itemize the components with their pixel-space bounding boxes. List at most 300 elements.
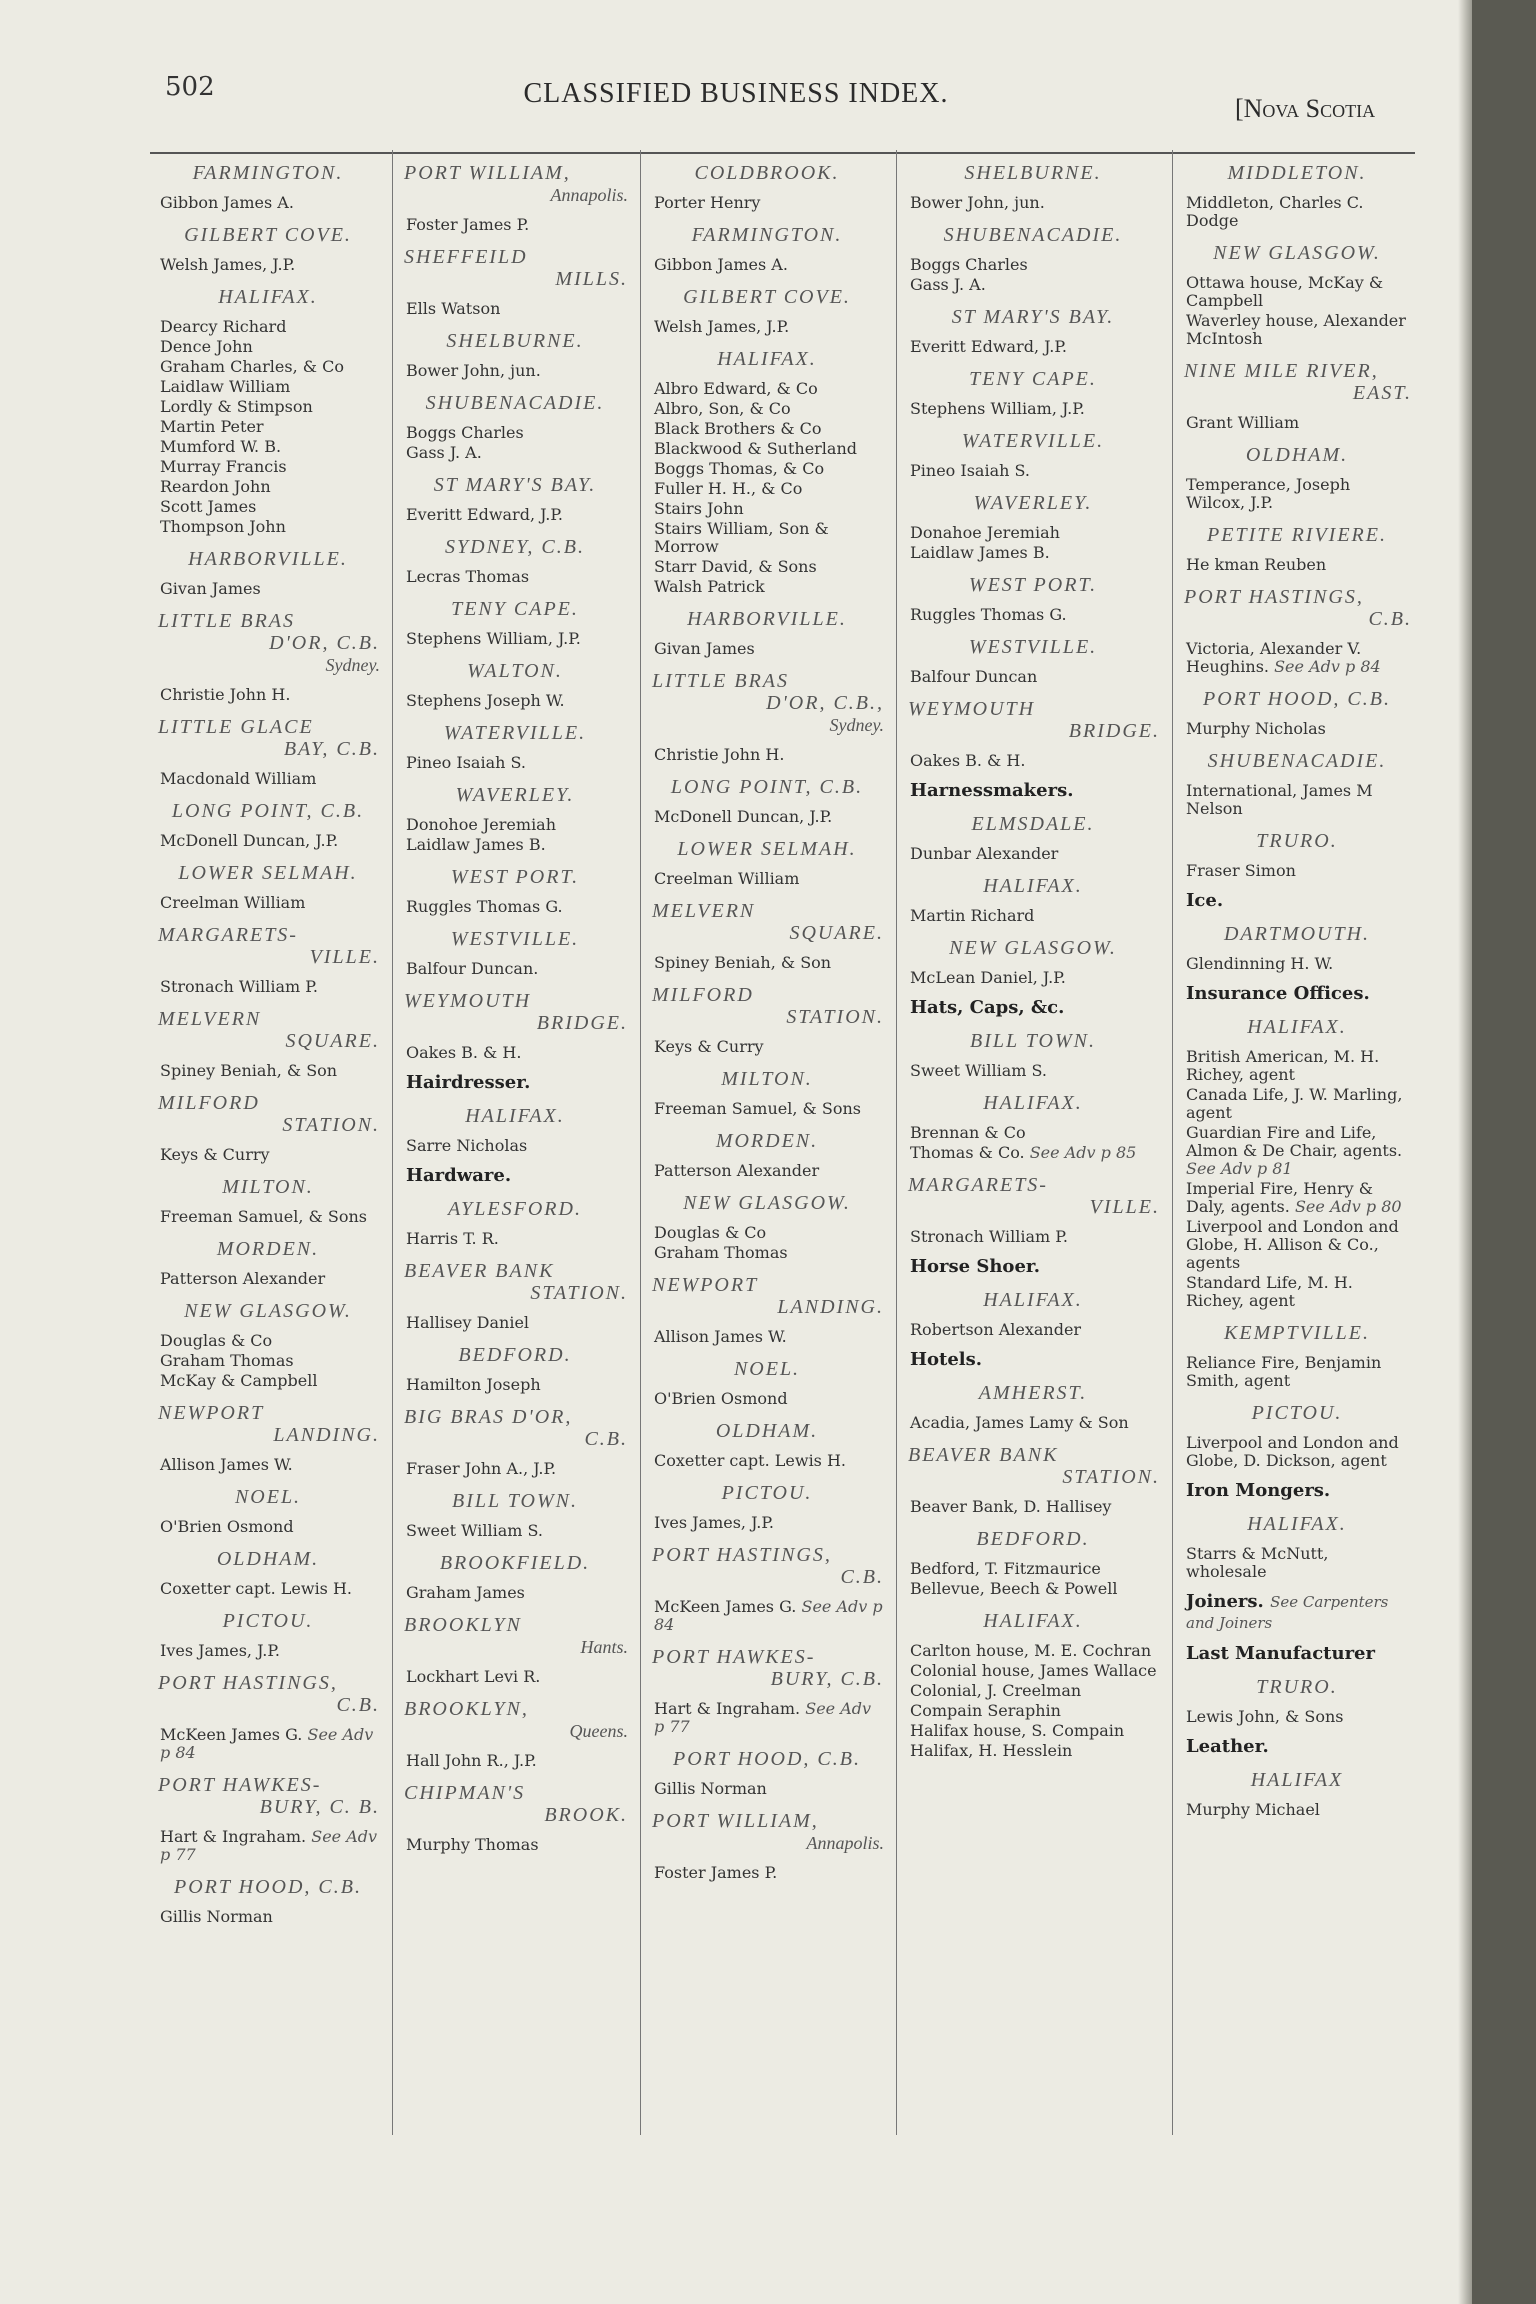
business-listing (160, 478, 380, 496)
category-heading (406, 1165, 634, 1186)
location-name: MILFORD (158, 1092, 260, 1114)
business-listing (160, 256, 380, 274)
location-name: FARMINGTON. (192, 162, 344, 184)
listing-name: Murray Francis (160, 457, 287, 476)
location-heading (150, 1092, 386, 1136)
business-listing (160, 1580, 380, 1598)
business-listing (1186, 720, 1412, 738)
business-listing (910, 1498, 1160, 1516)
location-name: PORT HASTINGS, (652, 1544, 832, 1566)
business-listing (1186, 782, 1412, 818)
location-name: BROOKLYN (404, 1614, 522, 1636)
advert-reference: See Adv p 84 (654, 1597, 883, 1634)
location-name: WATERVILLE. (961, 430, 1105, 452)
business-listing (654, 1452, 884, 1470)
location-name: HARBORVILLE. (188, 548, 348, 570)
location-name: PORT HASTINGS, (158, 1672, 338, 1694)
business-listing (406, 960, 628, 978)
location-name: PORT HOOD, C.B. (174, 1876, 362, 1898)
listing-name: Gass J. A. (910, 275, 986, 294)
location-name: LITTLE BRAS (652, 670, 790, 692)
business-listing (160, 318, 380, 336)
business-listing (654, 954, 884, 972)
business-listing (160, 1908, 380, 1926)
location-name: TRURO. (1256, 830, 1338, 852)
listing-name: Dunbar Alexander (910, 844, 1059, 863)
business-listing (1186, 1274, 1412, 1310)
business-listing (406, 1752, 628, 1770)
listing-name: Patterson Alexander (160, 1269, 326, 1288)
listing-name: Keys & Curry (160, 1145, 270, 1164)
business-listing (160, 770, 380, 788)
business-listing (160, 1726, 380, 1762)
location-name: MELVERN (158, 1008, 262, 1030)
location-name: TRURO. (1256, 1676, 1338, 1698)
location-county: Sydney. (829, 715, 884, 735)
business-listing (654, 1514, 884, 1532)
location-name-cont: STATION. (530, 1282, 628, 1304)
listing-name: Hart & Ingraham. (654, 1699, 801, 1718)
listing-name: Laidlaw James B. (406, 835, 546, 854)
location-name: SHUBENACADIE. (1207, 750, 1387, 772)
business-listing (654, 1100, 884, 1118)
location-name: MILTON. (222, 1176, 314, 1198)
location-heading (644, 1810, 890, 1854)
location-heading (396, 1105, 634, 1127)
listing-name: Creelman William (654, 869, 800, 888)
location-heading (1176, 524, 1418, 546)
listing-name: McKay & Campbell (160, 1371, 318, 1390)
location-name: BILL TOWN. (970, 1030, 1096, 1052)
business-listing (654, 746, 884, 764)
business-listing (406, 506, 628, 524)
business-listing (910, 1560, 1160, 1578)
business-listing (160, 518, 380, 536)
location-heading (150, 924, 386, 968)
listing-name: Hart & Ingraham. (160, 1827, 307, 1846)
location-county: Annapolis. (550, 185, 628, 205)
listing-name: Keys & Curry (654, 1037, 764, 1056)
location-name: HALIFAX. (1247, 1513, 1347, 1535)
business-listing (654, 520, 884, 556)
location-heading (900, 698, 1166, 742)
business-listing (160, 1456, 380, 1474)
category-name: Joiners. (1186, 1591, 1264, 1612)
business-listing (406, 362, 628, 380)
location-heading (150, 1008, 386, 1052)
listing-name: Carlton house, M. E. Cochran (910, 1641, 1152, 1660)
location-heading (900, 1528, 1166, 1550)
location-heading (396, 1406, 634, 1450)
listing-name: Lewis John, & Sons (1186, 1707, 1344, 1726)
index-column-5 (1176, 150, 1418, 2150)
location-name-cont: EAST. (1352, 382, 1412, 404)
category-name: Leather. (1186, 1736, 1269, 1757)
listing-name: Everitt Edward, J.P. (910, 337, 1067, 356)
listing-name: O'Brien Osmond (654, 1389, 788, 1408)
business-listing (910, 462, 1160, 480)
business-listing (654, 1038, 884, 1056)
column-divider (1172, 150, 1173, 2135)
listing-name: Allison James W. (160, 1455, 293, 1474)
business-listing (910, 1321, 1160, 1339)
location-heading (644, 608, 890, 630)
location-county: Sydney. (325, 655, 380, 675)
location-name: HALIFAX. (717, 348, 817, 370)
location-heading (900, 1092, 1166, 1114)
location-name: DARTMOUTH. (1223, 923, 1371, 945)
business-listing (160, 1352, 380, 1370)
listing-name: Boggs Charles (406, 423, 524, 442)
listing-name: Lordly & Stimpson (160, 397, 313, 416)
business-listing (654, 558, 884, 576)
listing-name: Imperial Fire, Henry & Daly, agents. (1186, 1179, 1373, 1216)
business-listing (160, 378, 380, 396)
listing-name: McKeen James G. (160, 1725, 303, 1744)
location-heading (900, 1174, 1166, 1218)
business-listing (910, 1642, 1160, 1660)
location-heading (396, 598, 634, 620)
listing-name: Sweet William S. (406, 1521, 544, 1540)
listing-name: Dearcy Richard (160, 317, 287, 336)
location-name: WEYMOUTH (404, 990, 532, 1012)
location-heading (150, 1774, 386, 1818)
location-heading (396, 784, 634, 806)
category-name: Harnessmakers. (910, 780, 1074, 801)
business-listing (910, 969, 1160, 987)
listing-name: Foster James P. (654, 1863, 778, 1882)
location-name: HALIFAX. (218, 286, 318, 308)
listing-name: Laidlaw William (160, 377, 291, 396)
listing-name: Martin Peter (160, 417, 264, 436)
listing-name: Sarre Nicholas (406, 1136, 528, 1155)
business-listing (160, 338, 380, 356)
location-heading (644, 776, 890, 798)
location-name: SHEFFEILD (404, 246, 528, 268)
location-name: NEW GLASGOW. (683, 1192, 851, 1214)
location-name: LOWER SELMAH. (178, 862, 358, 884)
category-heading (910, 1256, 1166, 1277)
column-divider (640, 150, 641, 2135)
category-name: Horse Shoer. (910, 1256, 1040, 1277)
business-listing (160, 832, 380, 850)
location-heading (644, 1192, 890, 1214)
listing-name: Albro Edward, & Co (654, 379, 818, 398)
index-column-4 (900, 150, 1166, 2150)
business-listing (160, 358, 380, 376)
location-name: WAVERLEY. (973, 492, 1093, 514)
location-name: PICTOU. (1251, 1402, 1343, 1424)
location-name: BEAVER BANK (404, 1260, 555, 1282)
business-listing (910, 907, 1160, 925)
listing-name: Stephens Joseph W. (406, 691, 565, 710)
listing-name: Murphy Thomas (406, 1835, 539, 1854)
location-name: MELVERN (652, 900, 756, 922)
category-heading (1186, 1643, 1418, 1664)
listing-name: Ives James, J.P. (160, 1641, 280, 1660)
listing-name: Macdonald William (160, 769, 317, 788)
listing-name: Douglas & Co (654, 1223, 767, 1242)
listing-name: Ruggles Thomas G. (910, 605, 1067, 624)
location-name-cont: BRIDGE. (536, 1012, 628, 1034)
location-name: TENY CAPE. (969, 368, 1097, 390)
business-listing (1186, 1434, 1412, 1470)
location-heading (396, 1490, 634, 1512)
location-heading (900, 368, 1166, 390)
category-heading (910, 1349, 1166, 1370)
location-heading (396, 866, 634, 888)
business-listing (160, 438, 380, 456)
business-listing (1186, 1354, 1412, 1390)
listing-name: Coxetter capt. Lewis H. (654, 1451, 847, 1470)
location-heading (900, 430, 1166, 452)
location-name: OLDHAM. (216, 1548, 320, 1570)
location-name: NEWPORT (652, 1274, 759, 1296)
listing-name: Middleton, Charles C. Dodge (1186, 193, 1364, 230)
business-listing (654, 808, 884, 826)
listing-name: Fraser John A., J.P. (406, 1459, 557, 1478)
listing-name: Halifax house, S. Compain (910, 1721, 1125, 1740)
location-heading (150, 1300, 386, 1322)
business-listing (654, 256, 884, 274)
location-county: Hants. (580, 1637, 628, 1657)
listing-name: Patterson Alexander (654, 1161, 820, 1180)
listing-name: McDonell Duncan, J.P. (160, 831, 339, 850)
location-heading (1176, 360, 1418, 404)
listing-name: International, James M Nelson (1186, 781, 1373, 818)
listing-name: Murphy Nicholas (1186, 719, 1326, 738)
listing-name: Coxetter capt. Lewis H. (160, 1579, 353, 1598)
location-name: LONG POINT, C.B. (171, 800, 365, 822)
location-name: LOWER SELMAH. (677, 838, 857, 860)
location-name: NOEL. (234, 1486, 302, 1508)
listing-name: Lecras Thomas (406, 567, 530, 586)
listing-name: Gillis Norman (160, 1907, 273, 1926)
category-heading (1186, 1736, 1418, 1757)
location-name: PORT HASTINGS, (1184, 586, 1364, 608)
business-listing (910, 1702, 1160, 1720)
location-heading (150, 800, 386, 822)
listing-name: Liverpool and London and Globe, D. Dickson, agent (1186, 1433, 1399, 1470)
business-listing (910, 1124, 1160, 1142)
listing-name: Allison James W. (654, 1327, 787, 1346)
location-name: HALIFAX. (983, 1289, 1083, 1311)
location-name: BILL TOWN. (452, 1490, 578, 1512)
business-listing (910, 524, 1160, 542)
business-listing (406, 836, 628, 854)
location-heading (396, 474, 634, 496)
location-name-cont: BURY, C. B. (259, 1796, 380, 1818)
location-heading (1176, 242, 1418, 264)
business-listing (654, 460, 884, 478)
location-heading (644, 670, 890, 736)
business-listing (654, 400, 884, 418)
location-heading (396, 660, 634, 682)
location-name: ELMSDALE. (971, 813, 1095, 835)
business-listing (406, 754, 628, 772)
business-listing (160, 458, 380, 476)
location-name: MORDEN. (216, 1238, 320, 1260)
location-heading (644, 1420, 890, 1442)
listing-name: Porter Henry (654, 193, 761, 212)
business-listing (406, 1460, 628, 1478)
location-name: PORT WILLIAM, (404, 162, 571, 184)
business-listing (654, 318, 884, 336)
listing-name: Givan James (160, 579, 261, 598)
listing-name: Waverley house, Alexander McIntosh (1186, 311, 1406, 348)
page-region: [Nova Scotia (1235, 94, 1376, 123)
location-heading (644, 838, 890, 860)
location-heading (644, 1544, 890, 1588)
business-listing (654, 500, 884, 518)
location-heading (150, 1238, 386, 1260)
location-heading (900, 492, 1166, 514)
listing-name: Grant William (1186, 413, 1300, 432)
location-heading (150, 1486, 386, 1508)
location-heading (1176, 923, 1418, 945)
listing-name: Canada Life, J. W. Marling, agent (1186, 1085, 1403, 1122)
listing-name: Standard Life, M. H. Richey, agent (1186, 1273, 1353, 1310)
business-listing (160, 194, 380, 212)
business-listing (406, 692, 628, 710)
business-listing (160, 498, 380, 516)
location-heading (644, 1274, 890, 1318)
location-heading (150, 1876, 386, 1898)
location-name: PICTOU. (222, 1610, 314, 1632)
location-name: KEMPTVILLE. (1224, 1322, 1370, 1344)
listing-name: Laidlaw James B. (910, 543, 1050, 562)
listing-name: Balfour Duncan. (406, 959, 539, 978)
location-heading (150, 1402, 386, 1446)
business-listing (654, 1700, 884, 1736)
location-name: ST MARY'S BAY. (951, 306, 1115, 328)
listing-name: Boggs Thomas, & Co (654, 459, 825, 478)
business-listing (406, 1137, 628, 1155)
location-name: BEDFORD. (976, 1528, 1090, 1550)
business-listing (406, 630, 628, 648)
location-name: MIDDLETON. (1227, 162, 1367, 184)
location-name: OLDHAM. (715, 1420, 819, 1442)
business-listing (654, 420, 884, 438)
location-heading (150, 1548, 386, 1570)
listing-name: Bellevue, Beech & Powell (910, 1579, 1118, 1598)
page-number: 502 (165, 72, 215, 102)
listing-name: He kman Reuben (1186, 555, 1327, 574)
listing-name: Stephens William, J.P. (910, 399, 1085, 418)
location-name: PICTOU. (721, 1482, 813, 1504)
location-name-cont: BAY, C.B. (283, 738, 380, 760)
location-heading (396, 1782, 634, 1826)
business-listing (160, 398, 380, 416)
location-heading (644, 224, 890, 246)
business-listing (406, 1376, 628, 1394)
business-listing (406, 1584, 628, 1602)
location-heading (900, 1289, 1166, 1311)
business-listing (160, 1270, 380, 1288)
location-heading (644, 1482, 890, 1504)
location-name: PORT HOOD, C.B. (1203, 688, 1391, 710)
listing-name: Beaver Bank, D. Hallisey (910, 1497, 1112, 1516)
listing-name: Graham Charles, & Co (160, 357, 344, 376)
location-heading (644, 1068, 890, 1090)
listing-name: Stronach William P. (910, 1227, 1068, 1246)
business-listing (406, 1836, 628, 1854)
listing-name: Everitt Edward, J.P. (406, 505, 563, 524)
location-heading (150, 1672, 386, 1716)
listing-name: Foster James P. (406, 215, 530, 234)
listing-name: Acadia, James Lamy & Son (910, 1413, 1129, 1432)
location-name: WATERVILLE. (443, 722, 587, 744)
location-name: MILTON. (721, 1068, 813, 1090)
listing-name: Donohoe Jeremiah (406, 815, 557, 834)
business-listing (654, 480, 884, 498)
location-heading (1176, 1676, 1418, 1698)
business-listing (1186, 274, 1412, 310)
listing-name: Reliance Fire, Benjamin Smith, agent (1186, 1353, 1382, 1390)
location-name: LITTLE BRAS (158, 610, 296, 632)
location-name: LITTLE GLACE (158, 716, 314, 738)
category-name: Ice. (1186, 890, 1224, 911)
column-divider (392, 150, 393, 2135)
location-name-cont: LANDING. (273, 1424, 380, 1446)
listing-name: Thompson John (160, 517, 286, 536)
listing-name: Thomas & Co. (910, 1143, 1025, 1162)
listing-name: Graham James (406, 1583, 525, 1602)
index-column-1 (150, 150, 386, 2150)
location-name: CHIPMAN'S (404, 1782, 526, 1804)
location-name: ST MARY'S BAY. (433, 474, 597, 496)
location-heading (900, 813, 1166, 835)
listing-name: Gillis Norman (654, 1779, 767, 1798)
location-name: HALIFAX. (983, 1610, 1083, 1632)
location-heading (900, 162, 1166, 184)
category-heading (1186, 890, 1418, 911)
category-name: Last Manufacturer (1186, 1643, 1375, 1664)
business-listing (910, 1228, 1160, 1246)
location-name: PORT HAWKES- (158, 1774, 322, 1796)
location-heading (1176, 688, 1418, 710)
location-name: GILBERT COVE. (683, 286, 851, 308)
listing-name: Balfour Duncan (910, 667, 1038, 686)
location-heading (1176, 1016, 1418, 1038)
listing-name: Ells Watson (406, 299, 501, 318)
listing-name: Dence John (160, 337, 253, 356)
category-heading (910, 780, 1166, 801)
business-listing (654, 1162, 884, 1180)
location-name: NINE MILE RIVER, (1184, 360, 1379, 382)
location-name-cont: VILLE. (1089, 1196, 1160, 1218)
location-name: MORDEN. (715, 1130, 819, 1152)
column-divider (896, 150, 897, 2135)
business-listing (654, 1864, 884, 1882)
business-listing (406, 816, 628, 834)
business-listing (160, 1146, 380, 1164)
location-name: WESTVILLE. (450, 928, 580, 950)
listing-name: Walsh Patrick (654, 577, 765, 596)
listing-name: Black Brothers & Co (654, 419, 822, 438)
location-heading (396, 392, 634, 414)
business-listing (1186, 312, 1412, 348)
business-listing (654, 1244, 884, 1262)
business-listing (654, 1780, 884, 1798)
location-heading (1176, 586, 1418, 630)
listing-name: Spiney Beniah, & Son (654, 953, 832, 972)
location-heading (1176, 444, 1418, 466)
listing-name: Stairs John (654, 499, 744, 518)
listing-name: Victoria, Alexander V. Heughins. (1186, 639, 1362, 676)
listing-name: Hall John R., J.P. (406, 1751, 537, 1770)
location-name: NEW GLASGOW. (1213, 242, 1381, 264)
